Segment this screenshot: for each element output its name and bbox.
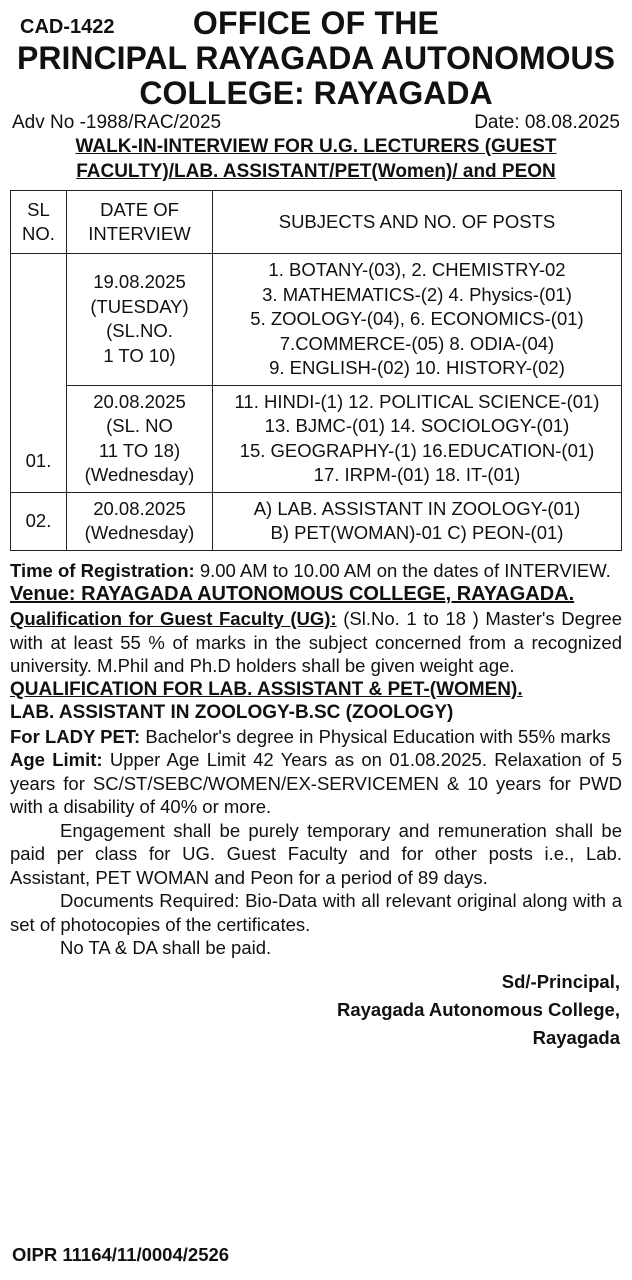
- col-subjects-header: SUBJECTS AND NO. OF POSTS: [213, 191, 622, 254]
- table-row: [11, 385, 622, 492]
- col-sl-line-2: NO.: [22, 223, 55, 244]
- subject-line: 13. BJMC-(01) 14. SOCIOLOGY-(01): [264, 415, 570, 436]
- signature-line-2: Rayagada Autonomous College,: [336, 998, 620, 1020]
- row1b-date-line: 11 TO 18): [98, 439, 181, 461]
- table-row: [11, 492, 622, 550]
- registration-text: 9.00 AM to 10.00 AM on the dates of INTERVIEW.: [194, 559, 611, 581]
- walkin-heading: [10, 134, 622, 184]
- interview-table: [10, 190, 622, 551]
- subject-line: 3. MATHEMATICS-(2) 4. Physics-(01): [262, 283, 572, 305]
- row1-sl: 01.: [11, 254, 67, 493]
- title-line-2: PRINCIPAL RAYAGADA AUTONOMOUS: [17, 40, 615, 76]
- age-text: Upper Age Limit 42 Years as on 01.08.2025. Relaxation of 5 years for SC/ST/SEBC/WOMEN/EX-SERVICEMEN & 10 years for PWD with a disability of 40% or more.: [10, 749, 622, 817]
- subject-line: 17. IRPM-(01) 18. IT-(01): [313, 464, 521, 485]
- engagement-text: Engagement shall be purely temporary and remuneration shall be paid per class for UG. Guest Faculty and for other posts i.e., Lab. Assistant, PET WOMAN and Peon for a period of 89 days.: [10, 819, 622, 888]
- registration-time: [10, 559, 622, 583]
- row1a-date-line: 19.08.2025: [93, 271, 186, 293]
- row1b-date-line: (Wednesday): [84, 464, 195, 485]
- row1a-subjects: [213, 254, 622, 386]
- col-date-line-1: DATE OF: [100, 199, 179, 220]
- documents-text: Documents Required: Bio-Data with all relevant original along with a set of photocopies of the certificates.: [10, 890, 622, 935]
- col-sl-header: [11, 191, 67, 254]
- subject-line: 11. HINDI-(1) 12. POLITICAL SCIENCE-(01): [234, 390, 600, 412]
- row1a-date-line: 1 TO 10): [103, 344, 176, 366]
- title-line-3: COLLEGE: RAYAGADA: [139, 75, 493, 111]
- notice-body: [10, 559, 622, 960]
- qualification-lab-heading: QUALIFICATION FOR LAB. ASSISTANT & PET-(WOMEN).: [10, 678, 523, 700]
- age-limit: [10, 748, 622, 819]
- row1b-date: [67, 385, 213, 492]
- header: [10, 6, 622, 111]
- qualification-gf-label: Qualification for Guest Faculty (UG):: [10, 608, 337, 629]
- row2-date-line: 20.08.2025: [93, 497, 186, 519]
- row2-date: [67, 492, 213, 550]
- venue: Venue: RAYAGADA AUTONOMOUS COLLEGE, RAYAGADA.: [10, 583, 575, 605]
- col-date-header: [67, 191, 213, 254]
- row1b-date-line: (SL. NO: [106, 415, 173, 436]
- adv-date: Date: 08.08.2025: [474, 112, 620, 133]
- row2-subjects: [213, 492, 622, 550]
- pet-label: For LADY PET:: [10, 725, 141, 747]
- lab-assistant-line: LAB. ASSISTANT IN ZOOLOGY-B.SC (ZOOLOGY): [10, 702, 454, 723]
- oipr-number: OIPR 11164/11/0004/2526: [12, 1244, 230, 1265]
- cad-code: CAD-1422: [20, 16, 115, 38]
- walkin-line-2: FACULTY)/LAB. ASSISTANT/PET(Women)/ and PEON: [76, 161, 556, 182]
- row1a-date-line: (TUESDAY): [90, 295, 189, 317]
- adv-number: Adv No -1988/RAC/2025: [12, 112, 222, 133]
- row1a-date-line: (SL.NO.: [106, 320, 173, 342]
- signature-block: [10, 968, 622, 1052]
- row1b-subjects: [213, 385, 622, 492]
- row2-sl: 02.: [11, 492, 67, 550]
- adv-row: [10, 112, 622, 134]
- subject-line: 5. ZOOLOGY-(04), 6. ECONOMICS-(01): [250, 308, 584, 329]
- col-date-line-2: INTERVIEW: [88, 223, 191, 244]
- walkin-line-1: WALK-IN-INTERVIEW FOR U.G. LECTURERS (GUEST: [75, 136, 557, 157]
- col-sl-line-1: SL: [27, 199, 50, 220]
- subject-line: 15. GEOGRAPHY-(1) 16.EDUCATION-(01): [239, 439, 595, 461]
- signature-line-3: Rayagada: [532, 1026, 620, 1048]
- pet-text: Bachelor's degree in Physical Education with 55% marks: [140, 725, 611, 747]
- row1a-date: [67, 254, 213, 386]
- subject-line: A) LAB. ASSISTANT IN ZOOLOGY-(01): [253, 497, 581, 519]
- qualification-guest-faculty: [10, 607, 622, 678]
- title-line-1: OFFICE OF THE: [192, 5, 440, 41]
- subject-line: B) PET(WOMAN)-01 C) PEON-(01): [270, 522, 564, 543]
- row1b-date-line: 20.08.2025: [93, 390, 186, 412]
- table-row: [11, 254, 622, 386]
- row2-date-line: (Wednesday): [84, 522, 195, 543]
- age-label: Age Limit:: [10, 749, 103, 770]
- table-header-row: [11, 191, 622, 254]
- qualification-gf-text: (Sl.No. 1 to 18 ) Master's Degree with at least 55 % of marks in the subject concerned from a recognized university. M.Phil and Ph.D holders shall be given weight age.: [10, 608, 622, 676]
- subject-line: 1. BOTANY-(03), 2. CHEMISTRY-02: [268, 259, 566, 280]
- no-ta-da: No TA & DA shall be paid.: [60, 937, 272, 958]
- lady-pet: [10, 725, 622, 749]
- signature-line-1: Sd/-Principal,: [501, 970, 620, 992]
- subject-line: 9. ENGLISH-(02) 10. HISTORY-(02): [269, 357, 565, 378]
- registration-label: Time of Registration:: [10, 559, 195, 581]
- subject-line: 7.COMMERCE-(05) 8. ODIA-(04): [279, 332, 555, 354]
